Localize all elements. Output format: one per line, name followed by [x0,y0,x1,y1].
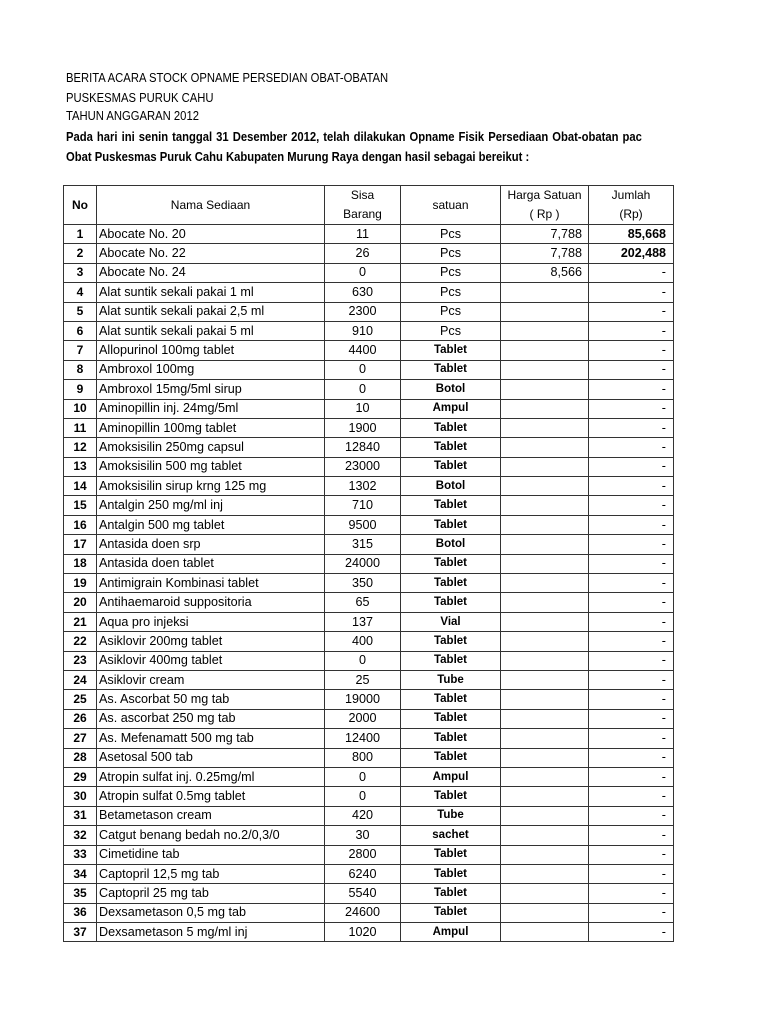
row-number: 34 [64,864,97,883]
unit: Ampul [401,767,501,786]
total-amount: - [589,302,674,321]
item-name: As. Ascorbat 50 mg tab [97,690,325,709]
table-row [64,612,674,631]
remaining-stock: 710 [325,496,401,515]
row-number: 37 [64,923,97,942]
item-name: Antalgin 250 mg/ml inj [97,496,325,515]
unit-price [501,709,589,728]
remaining-stock: 11 [325,225,401,244]
unit: Botol [401,380,501,399]
table-row [64,593,674,612]
unit-price [501,632,589,651]
unit: Tablet [401,554,501,573]
unit-price [501,651,589,670]
unit-price [501,612,589,631]
remaining-stock: 2800 [325,845,401,864]
item-name: Atropin sulfat 0.5mg tablet [97,787,325,806]
unit-price [501,884,589,903]
table-row [64,457,674,476]
row-number: 18 [64,554,97,573]
unit-price [501,574,589,593]
item-name: Aminopillin inj. 24mg/5ml [97,399,325,418]
total-amount: - [589,341,674,360]
unit: Tablet [401,574,501,593]
unit-price [501,535,589,554]
unit: Pcs [401,321,501,340]
total-amount: - [589,380,674,399]
row-number: 16 [64,515,97,534]
unit-price [501,302,589,321]
unit-price [501,826,589,845]
header-jumlah-line-2: (Rp) [619,207,643,221]
unit-price [501,515,589,534]
item-name: Asiklovir cream [97,670,325,689]
total-amount: - [589,593,674,612]
total-amount: - [589,496,674,515]
unit: Tablet [401,360,501,379]
unit-price [501,380,589,399]
table-row [64,845,674,864]
unit: Tablet [401,438,501,457]
unit-price [501,787,589,806]
unit: Tablet [401,457,501,476]
total-amount: - [589,360,674,379]
header-satuan: satuan [401,186,501,225]
unit: Tablet [401,632,501,651]
item-name: Antimigrain Kombinasi tablet [97,574,325,593]
item-name: Aqua pro injeksi [97,612,325,631]
table-header-row [64,186,674,225]
item-name: Cimetidine tab [97,845,325,864]
total-amount: - [589,283,674,302]
unit-price [501,748,589,767]
row-number: 12 [64,438,97,457]
unit: Tablet [401,341,501,360]
row-number: 17 [64,535,97,554]
table-row [64,767,674,786]
item-name: Alat suntik sekali pakai 5 ml [97,321,325,340]
item-name: Dexsametason 0,5 mg tab [97,903,325,922]
unit: Tablet [401,729,501,748]
unit-price [501,496,589,515]
item-name: Alat suntik sekali pakai 1 ml [97,283,325,302]
table-row [64,787,674,806]
unit-price: 7,788 [501,225,589,244]
total-amount: - [589,670,674,689]
unit-price [501,903,589,922]
table-row [64,574,674,593]
table-row [64,651,674,670]
table-row [64,360,674,379]
table-row [64,535,674,554]
unit-price [501,670,589,689]
item-name: Abocate No. 22 [97,244,325,263]
unit: Tablet [401,651,501,670]
unit-price [501,593,589,612]
unit-price [501,767,589,786]
total-amount: - [589,864,674,883]
item-name: Dexsametason 5 mg/ml inj [97,923,325,942]
budget-year: TAHUN ANGGARAN 2012 [66,109,199,123]
table-row [64,748,674,767]
remaining-stock: 137 [325,612,401,631]
remaining-stock: 5540 [325,884,401,903]
header-jumlah [589,186,674,225]
remaining-stock: 9500 [325,515,401,534]
item-name: Aminopillin 100mg tablet [97,418,325,437]
unit-price: 8,566 [501,263,589,282]
table-row [64,903,674,922]
unit-price [501,923,589,942]
unit: Pcs [401,302,501,321]
unit: Tablet [401,709,501,728]
row-number: 35 [64,884,97,903]
row-number: 2 [64,244,97,263]
row-number: 7 [64,341,97,360]
total-amount: - [589,923,674,942]
unit-price [501,554,589,573]
unit: Pcs [401,283,501,302]
row-number: 6 [64,321,97,340]
table-row [64,884,674,903]
unit-price [501,341,589,360]
row-number: 24 [64,670,97,689]
item-name: Alat suntik sekali pakai 2,5 ml [97,302,325,321]
unit-price [501,864,589,883]
remaining-stock: 24600 [325,903,401,922]
unit: Tablet [401,903,501,922]
table-row [64,864,674,883]
table-row [64,690,674,709]
stock-opname-table [63,185,674,942]
header-sisa-barang [325,186,401,225]
item-name: Ambroxol 15mg/5ml sirup [97,380,325,399]
item-name: Amoksisilin 250mg capsul [97,438,325,457]
table-row [64,438,674,457]
item-name: Amoksisilin sirup krng 125 mg [97,477,325,496]
remaining-stock: 400 [325,632,401,651]
row-number: 5 [64,302,97,321]
unit-price [501,283,589,302]
unit-price [501,360,589,379]
total-amount: - [589,826,674,845]
table-row [64,244,674,263]
total-amount: - [589,787,674,806]
item-name: Amoksisilin 500 mg tablet [97,457,325,476]
remaining-stock: 24000 [325,554,401,573]
table-row [64,826,674,845]
remaining-stock: 12840 [325,438,401,457]
row-number: 13 [64,457,97,476]
total-amount: - [589,321,674,340]
remaining-stock: 1900 [325,418,401,437]
remaining-stock: 0 [325,360,401,379]
table-row [64,341,674,360]
total-amount: - [589,477,674,496]
item-name: Betametason cream [97,806,325,825]
unit: Tablet [401,418,501,437]
row-number: 29 [64,767,97,786]
unit: Botol [401,535,501,554]
item-name: Antihaemaroid suppositoria [97,593,325,612]
item-name: Ambroxol 100mg [97,360,325,379]
remaining-stock: 12400 [325,729,401,748]
total-amount: - [589,845,674,864]
header-harga-satuan [501,186,589,225]
remaining-stock: 6240 [325,864,401,883]
table-row [64,709,674,728]
unit-price [501,845,589,864]
remaining-stock: 4400 [325,341,401,360]
remaining-stock: 350 [325,574,401,593]
row-number: 26 [64,709,97,728]
unit: Vial [401,612,501,631]
unit: Pcs [401,225,501,244]
row-number: 9 [64,380,97,399]
unit-price [501,457,589,476]
unit-price [501,399,589,418]
row-number: 25 [64,690,97,709]
unit: Ampul [401,399,501,418]
remaining-stock: 315 [325,535,401,554]
remaining-stock: 26 [325,244,401,263]
table-row [64,380,674,399]
table-row [64,496,674,515]
total-amount: - [589,690,674,709]
unit: Botol [401,477,501,496]
remaining-stock: 0 [325,767,401,786]
row-number: 22 [64,632,97,651]
unit-price [501,438,589,457]
remaining-stock: 0 [325,787,401,806]
total-amount: - [589,767,674,786]
total-amount: - [589,535,674,554]
table-row [64,515,674,534]
total-amount: - [589,709,674,728]
document-title: BERITA ACARA STOCK OPNAME PERSEDIAN OBAT-OBATAN [66,71,389,85]
header-sisa-line-1: Sisa [350,188,375,202]
total-amount: - [589,263,674,282]
unit: sachet [401,826,501,845]
item-name: Antalgin 500 mg tablet [97,515,325,534]
remaining-stock: 630 [325,283,401,302]
total-amount: - [589,651,674,670]
unit-price [501,690,589,709]
table-row [64,554,674,573]
total-amount: - [589,515,674,534]
remaining-stock: 2300 [325,302,401,321]
remaining-stock: 19000 [325,690,401,709]
table-row [64,399,674,418]
row-number: 14 [64,477,97,496]
unit: Tablet [401,884,501,903]
table-row [64,418,674,437]
table-row [64,632,674,651]
table-row [64,321,674,340]
table-row [64,263,674,282]
total-amount: - [589,554,674,573]
row-number: 19 [64,574,97,593]
row-number: 21 [64,612,97,631]
unit: Tablet [401,787,501,806]
unit: Tablet [401,748,501,767]
unit-price [501,806,589,825]
header-jumlah-line-1: Jumlah [611,188,651,202]
row-number: 32 [64,826,97,845]
unit: Tablet [401,864,501,883]
item-name: Captopril 25 mg tab [97,884,325,903]
unit: Pcs [401,263,501,282]
intro-paragraph-line-1 [66,127,673,147]
remaining-stock: 25 [325,670,401,689]
row-number: 23 [64,651,97,670]
item-name: Antasida doen srp [97,535,325,554]
table-row [64,283,674,302]
table-row [64,225,674,244]
unit: Tube [401,670,501,689]
header-harga-line-2: ( Rp ) [529,207,560,221]
intro-text-2: Obat Puskesmas Puruk Cahu Kabupaten Murung Raya dengan hasil sebagai bereikut : [66,150,530,164]
row-number: 10 [64,399,97,418]
intro-text-1: Pada hari ini senin tanggal 31 Desember 2012, telah dilakukan Opname Fisik Persediaan Obat-obatan pac [66,130,642,144]
row-number: 27 [64,729,97,748]
item-name: Atropin sulfat inj. 0.25mg/ml [97,767,325,786]
total-amount: - [589,806,674,825]
total-amount: 202,488 [589,244,674,263]
table-row [64,923,674,942]
remaining-stock: 1020 [325,923,401,942]
unit: Tablet [401,845,501,864]
total-amount: - [589,574,674,593]
item-name: Abocate No. 24 [97,263,325,282]
item-name: Antasida doen tablet [97,554,325,573]
unit: Tablet [401,496,501,515]
remaining-stock: 1302 [325,477,401,496]
unit: Tablet [401,593,501,612]
total-amount: - [589,612,674,631]
row-number: 11 [64,418,97,437]
row-number: 3 [64,263,97,282]
unit-price [501,418,589,437]
table-row [64,302,674,321]
unit-price [501,321,589,340]
intro-paragraph-line-2 [66,147,673,167]
row-number: 31 [64,806,97,825]
total-amount: - [589,729,674,748]
row-number: 15 [64,496,97,515]
row-number: 33 [64,845,97,864]
total-amount: - [589,418,674,437]
row-number: 4 [64,283,97,302]
unit-price [501,729,589,748]
remaining-stock: 2000 [325,709,401,728]
remaining-stock: 30 [325,826,401,845]
row-number: 30 [64,787,97,806]
unit: Tablet [401,515,501,534]
remaining-stock: 0 [325,380,401,399]
total-amount: - [589,903,674,922]
header-nama-sediaan: Nama Sediaan [97,186,325,225]
total-amount: - [589,457,674,476]
row-number: 36 [64,903,97,922]
unit-price: 7,788 [501,244,589,263]
row-number: 1 [64,225,97,244]
unit: Tube [401,806,501,825]
item-name: Catgut benang bedah no.2/0,3/0 [97,826,325,845]
remaining-stock: 0 [325,263,401,282]
row-number: 28 [64,748,97,767]
remaining-stock: 420 [325,806,401,825]
header-no: No [64,186,97,225]
item-name: As. ascorbat 250 mg tab [97,709,325,728]
total-amount: 85,668 [589,225,674,244]
item-name: Asetosal 500 tab [97,748,325,767]
item-name: Asiklovir 400mg tablet [97,651,325,670]
remaining-stock: 0 [325,651,401,670]
unit-price [501,477,589,496]
total-amount: - [589,632,674,651]
remaining-stock: 10 [325,399,401,418]
table-row [64,477,674,496]
unit: Pcs [401,244,501,263]
row-number: 20 [64,593,97,612]
table-row [64,670,674,689]
row-number: 8 [64,360,97,379]
total-amount: - [589,748,674,767]
table-row [64,729,674,748]
remaining-stock: 23000 [325,457,401,476]
table-row [64,806,674,825]
item-name: As. Mefenamatt 500 mg tab [97,729,325,748]
item-name: Asiklovir 200mg tablet [97,632,325,651]
header-harga-line-1: Harga Satuan [507,188,582,202]
header-sisa-line-2: Barang [343,207,382,221]
remaining-stock: 800 [325,748,401,767]
unit: Ampul [401,923,501,942]
remaining-stock: 65 [325,593,401,612]
item-name: Abocate No. 20 [97,225,325,244]
total-amount: - [589,438,674,457]
total-amount: - [589,884,674,903]
table-body [64,225,674,942]
facility-name: PUSKESMAS PURUK CAHU [66,91,214,105]
total-amount: - [589,399,674,418]
unit: Tablet [401,690,501,709]
item-name: Captopril 12,5 mg tab [97,864,325,883]
remaining-stock: 910 [325,321,401,340]
item-name: Allopurinol 100mg tablet [97,341,325,360]
